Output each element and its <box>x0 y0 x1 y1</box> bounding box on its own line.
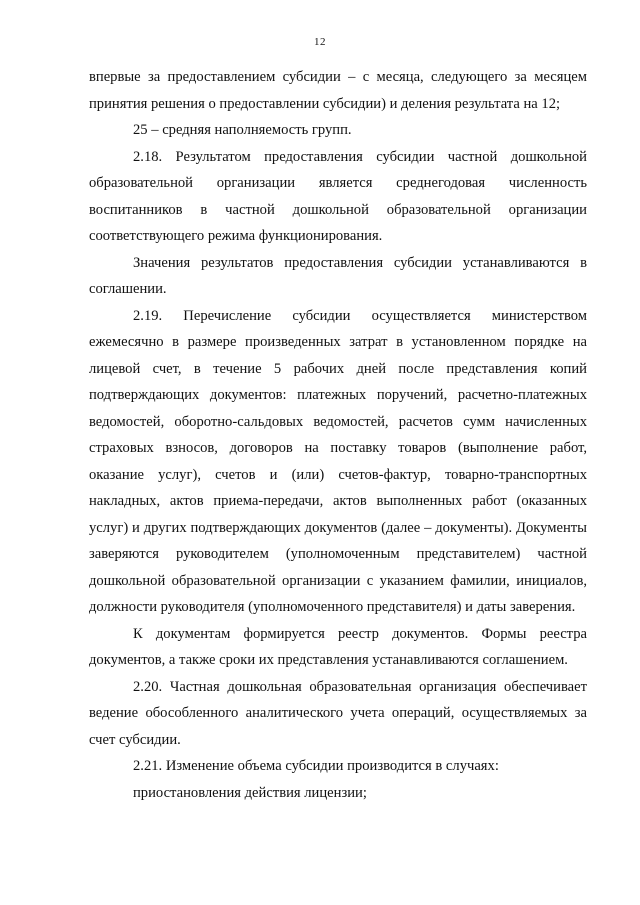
document-body <box>89 64 587 806</box>
paragraph-results-values: Значения результатов предоставления субсидии устанавливаются в соглашении. <box>89 254 587 297</box>
paragraph-registry: К документам формируется реестр документов. Формы реестра документов, а также сроки их представления устанавливаются соглашением. <box>89 625 587 668</box>
paragraph-2-19: 2.19. Перечисление субсидии осуществляется министерством ежемесячно в размере произведенных затрат в установленном порядке на лицевой счет, в течение 5 рабочих дней после представления копий подтверждающих документов: платежных поручений, расчетно-платежных ведомостей, оборотно-сальдовых ведомостей, расчетов сумм начисленных страховых взносов, договоров на поставку товаров (выполнение работ, оказание услуг), счетов и (или) счетов-фактур, товарно-транспортных накладных, актов приема-передачи, актов выполненных работ (оказанных услуг) и других подтверждающих документов (далее – документы). Документы заверяются руководителем (уполномоченным представителем) частной дошкольной образовательной организации с указанием фамилии, инициалов, должности руководителя (уполномоченного представителя) и даты заверения. <box>89 307 587 615</box>
paragraph-2-18: 2.18. Результатом предоставления субсидии частной дошкольной образовательной организации является среднегодовая численность воспитанников в частной дошкольной образовательной организации соответствующего режима функционирования. <box>89 148 587 244</box>
paragraph-group-size: 25 – средняя наполняемость групп. <box>133 122 352 138</box>
paragraph-2-21: 2.21. Изменение объема субсидии производится в случаях: <box>133 758 499 774</box>
paragraph-continuation: впервые за предоставлением субсидии – с месяца, следующего за месяцем принятия решения о предоставлении субсидии) и деления результата на 12; <box>89 69 587 112</box>
paragraph-license-suspension: приостановления действия лицензии; <box>133 784 367 801</box>
paragraph-2-20: 2.20. Частная дошкольная образовательная организация обеспечивает ведение обособленного аналитического учета операций, осуществляемых за счет субсидии. <box>89 678 587 748</box>
page-number: 12 <box>314 36 326 48</box>
